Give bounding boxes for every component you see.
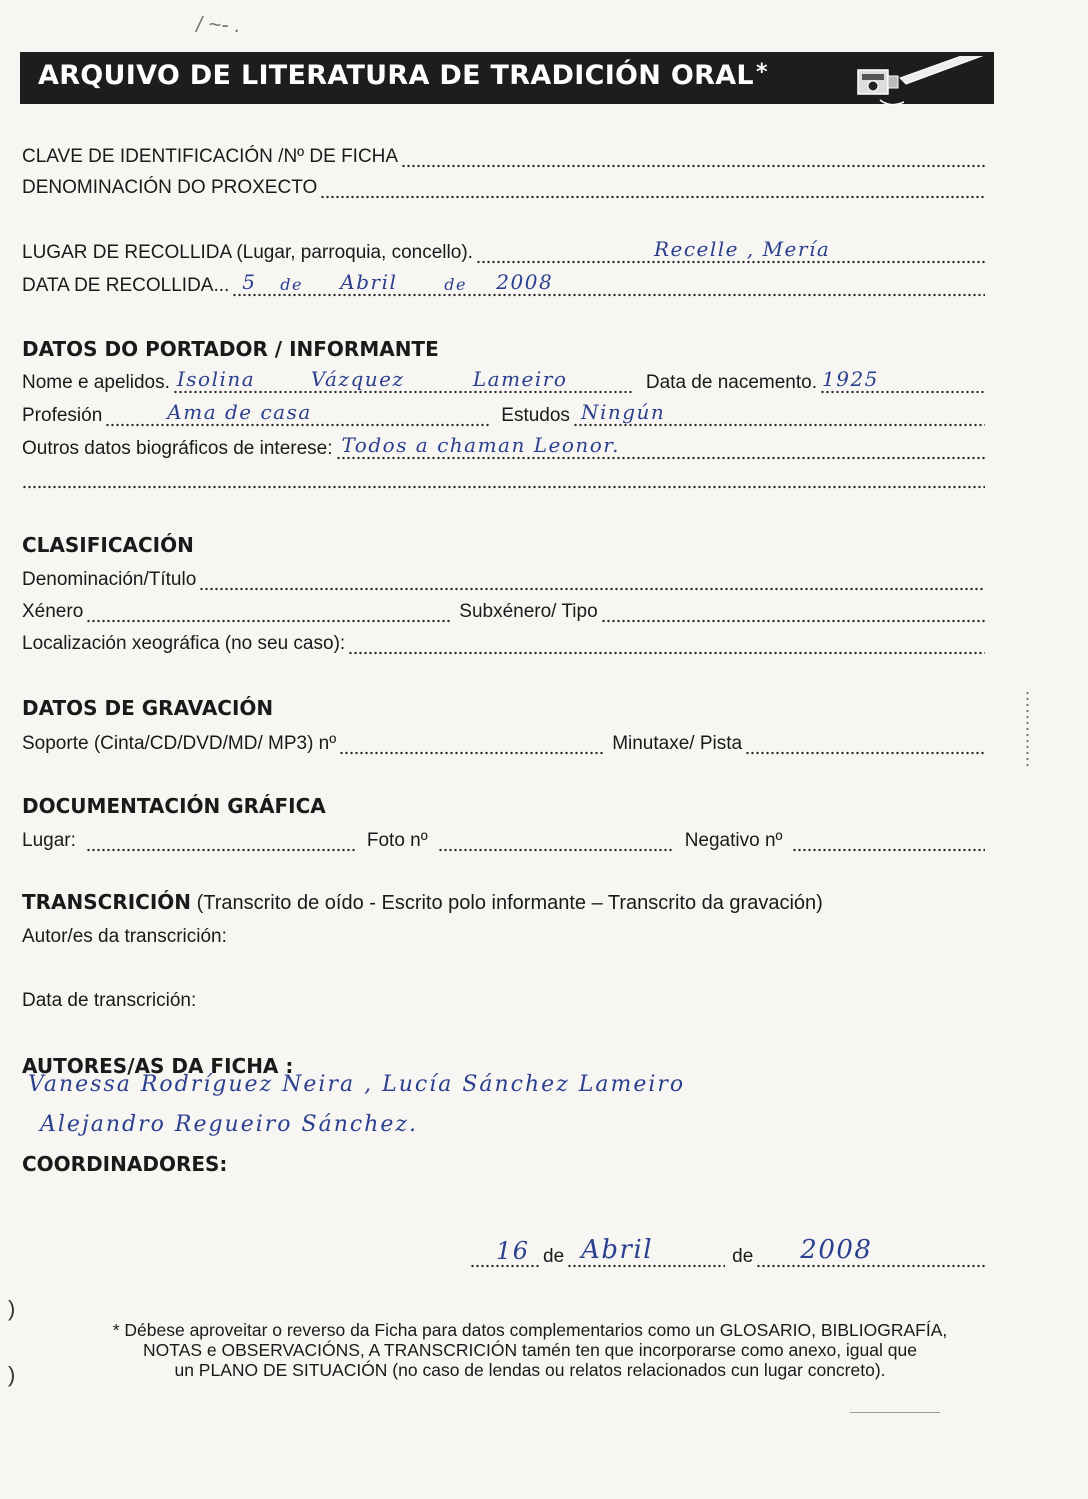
denominacion-label: DENOMINACIÓN DO PROXECTO [22, 177, 318, 198]
clasificacion-heading: CLASIFICACIÓN [22, 533, 194, 557]
outros-label: Outros datos biográficos de interese: [22, 438, 333, 459]
footnote-line2: NOTAS e OBSERVACIÓNS, A TRANSCRICIÓN tamén ten que incorporarse como anexo, igual que [143, 1340, 917, 1360]
negativo-field[interactable] [792, 830, 985, 852]
gravacion-heading: DATOS DE GRAVACIÓN [22, 696, 274, 720]
right-edge-perforation [1026, 690, 1029, 770]
minutaxe-field[interactable] [745, 733, 985, 755]
signature-de1: de [543, 1246, 565, 1267]
lugar-recollida-value: Recelle , Mería [653, 237, 831, 261]
data-recollida-label: DATA DE RECOLLIDA... [22, 275, 230, 296]
signature-day: 16 [496, 1237, 530, 1265]
titulo-field[interactable] [199, 569, 985, 591]
clave-field[interactable] [401, 146, 985, 168]
grafica-line [22, 824, 988, 852]
profesion-label: Profesión [22, 405, 103, 426]
xenero-label: Xénero [22, 601, 84, 622]
camera-pen-icon [850, 56, 990, 116]
footnote-line3: un PLANO DE SITUACIÓN (no caso de lendas ou relatos relacionados cun lugar concreto). [174, 1360, 886, 1380]
xenero-field[interactable] [86, 601, 450, 623]
margin-mark-top: ) [8, 1296, 16, 1321]
footnote [60, 1320, 1000, 1380]
autores-heading: AUTORES/AS DA FICHA : [22, 1054, 294, 1078]
titulo-line [22, 563, 988, 591]
nacemento-label: Data de nacemento. [645, 372, 817, 393]
estudos-value: Ningún [580, 400, 666, 424]
title-bar [20, 52, 994, 104]
transcricion-options: (Transcrito de oído - Escrito polo informante – Transcrito da gravación) [196, 892, 823, 914]
localizacion-field[interactable] [348, 633, 985, 655]
transcricion-data-label: Data de transcrición: [22, 990, 197, 1011]
minutaxe-label: Minutaxe/ Pista [612, 733, 743, 754]
portador-heading: DATOS DO PORTADOR / INFORMANTE [22, 337, 439, 361]
signature-year: 2008 [800, 1235, 873, 1265]
nome-line [22, 366, 988, 394]
soporte-label: Soporte (Cinta/CD/DVD/MD/ MP3) nº [22, 733, 337, 754]
margin-mark-bottom: ) [8, 1362, 16, 1387]
lugar-recollida-field[interactable] [476, 237, 985, 264]
titulo-label: Denominación/Título [22, 569, 197, 590]
lugar-recollida-line [22, 236, 988, 264]
nacemento-value: 1925 [822, 367, 879, 391]
grafica-heading: DOCUMENTACIÓN GRÁFICA [22, 794, 326, 818]
estudos-field[interactable] [573, 400, 985, 427]
denominacion-field[interactable] [320, 177, 985, 199]
nome-first: Isolina [176, 367, 256, 391]
autores-line2: Alejandro Regueiro Sánchez. [40, 1112, 418, 1137]
transcricion-line [22, 890, 823, 915]
footnote-line1: * Débese aproveitar o reverso da Ficha para datos complementarios como un GLOSARIO, BIBLIOGRAFÍA, [112, 1320, 948, 1340]
denominacion-line [22, 171, 988, 199]
soporte-field[interactable] [339, 733, 603, 755]
localizacion-line [22, 627, 988, 655]
foto-label: Foto nº [366, 830, 428, 851]
signature-year-field[interactable] [756, 1235, 985, 1268]
signature-month-field[interactable] [567, 1235, 725, 1268]
autores-line1: Vanessa Rodríguez Neira , Lucía Sánchez Lameiro [28, 1072, 686, 1097]
outros-value: Todos a chaman Leonor. [341, 433, 621, 457]
outros-extra-line [22, 461, 988, 489]
localizacion-label: Localización xeográfica (no seu caso): [22, 633, 346, 654]
xenero-line [22, 595, 988, 623]
transcricion-autor-label: Autor/es da transcrición: [22, 926, 227, 947]
coordinadores-label: COORDINADORES: [22, 1152, 228, 1176]
profesion-line [22, 399, 988, 427]
nome-middle: Vázquez [310, 367, 405, 391]
data-recollida-day: 5 [242, 270, 257, 294]
transcricion-heading: TRANSCRICIÓN [22, 890, 192, 914]
soporte-line [22, 727, 988, 755]
data-recollida-line [22, 269, 988, 297]
data-recollida-field[interactable] [232, 270, 985, 297]
form-title [38, 60, 768, 91]
outros-extra-field[interactable] [22, 467, 985, 489]
outros-line [22, 432, 988, 460]
form-title-text: ARQUIVO DE LITERATURA DE TRADICIÓN ORAL [38, 60, 754, 91]
data-recollida-year: 2008 [496, 270, 554, 294]
data-recollida-month: Abril [340, 270, 398, 294]
profesion-value: Ama de casa [167, 400, 312, 424]
clave-label: CLAVE DE IDENTIFICACIÓN /Nº DE FICHA [22, 146, 399, 167]
data-recollida-de1: de [280, 275, 304, 294]
nome-field[interactable] [173, 367, 633, 394]
data-recollida-de2: de [444, 275, 468, 294]
subxenero-label: Subxénero/ Tipo [459, 601, 598, 622]
nome-last: Lameiro [472, 367, 568, 391]
signature-month: Abril [581, 1235, 654, 1265]
negativo-label: Negativo nº [684, 830, 783, 851]
grafica-lugar-field[interactable] [86, 830, 356, 852]
foto-field[interactable] [438, 830, 674, 852]
lugar-recollida-label: LUGAR DE RECOLLIDA (Lugar, parroquia, concello). [22, 242, 473, 263]
nome-label: Nome e apelidos. [22, 372, 170, 393]
signature-de2: de [732, 1246, 754, 1267]
profesion-field[interactable] [105, 400, 490, 427]
bottom-rule [850, 1412, 940, 1413]
signature-date-line [470, 1235, 988, 1268]
title-asterisk: * [755, 60, 768, 85]
nacemento-field[interactable] [820, 367, 985, 394]
grafica-lugar-label: Lugar: [22, 830, 76, 851]
signature-day-field[interactable] [470, 1237, 540, 1268]
clave-line [22, 140, 988, 168]
outros-field[interactable] [336, 433, 985, 460]
subxenero-field[interactable] [601, 601, 985, 623]
estudos-label: Estudos [501, 405, 570, 426]
top-scribble: / ~- . [196, 12, 241, 37]
